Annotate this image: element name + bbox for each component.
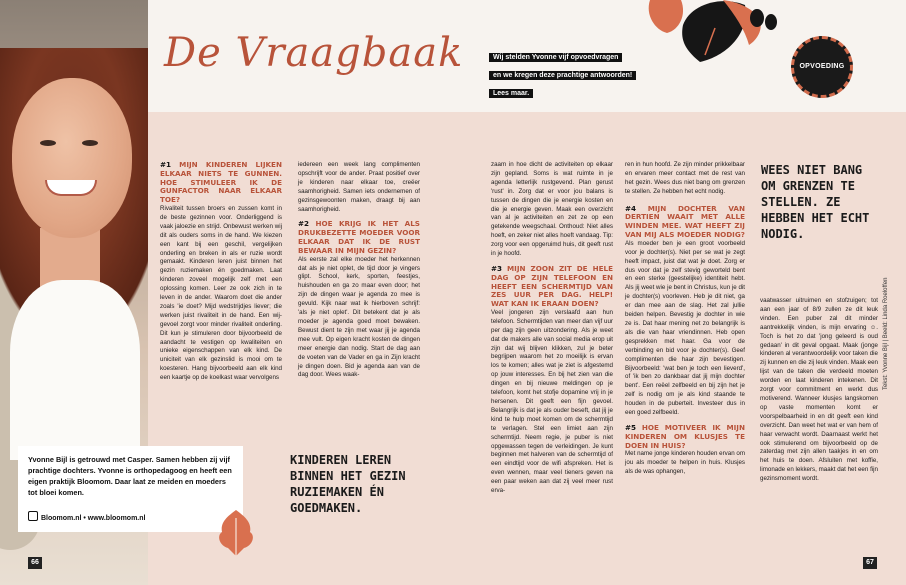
- answer-1-part-2: iedereen een week lang complimenten opschrijft voor de ander. Praat positief over je kinderen naar elkaar toe, creëer saamhorigheid. Samen iets ondernemen of gezinsgewoonten maken, draagt bij aan saamhorigheid.: [298, 161, 420, 213]
- answer-2-part-1: Als eerste zal elke moeder het herkennen dat als je niet oplet, de tijd door je vingers glipt. School, kerk, sporten, feestjes, huishouden en ga zo maar even door; het zijn de dingen waar je agenda zo mee is gevuld. Kijk naar wat ik hierboven schrijf: 'als je niet oplet'. Dit betekent dat je als moeder je agenda goed moet bewaken. Bewust dient te zijn met waar jij je agenda mee vult. Op eigen kracht kosten de dingen meer energie dan nodig. Start de dag aan de voeten van de Vader en ga in Zijn kracht je dingen doen. Bid je agenda aan van de dag door. Wees waak-: [298, 255, 420, 379]
- bio-text: Yvonne Bijl is getrouwd met Casper. Samen hebben zij vijf prachtige dochters. Yvonne is orthopedagoog en heeft een eigen praktijk Bloomom. Daar laat ze meiden en moeders tot bloei komen.: [28, 455, 232, 497]
- text-column-5: [760, 297, 878, 484]
- intro-text: Wij stelden Yvonne vijf opvoedvragen en we kregen deze prachtige antwoorden! Lees maar.: [489, 46, 639, 100]
- answer-5-part-2: vaatwasser uitruimen en stofzuigen; tot aan een jaar of 8/9 zullen ze dit leuk vinden. Een puber zal dit minder aantrekkelijk vinden, is mijn ervaring ☺. Toch is het zo dat 'jong geleerd is oud gedaan' in dit geval opgaat. Maak (jonge kinderen al verantwoordelijk voor taken die zij kunnen en die zij leuk vinden. Maak een lijst van de taken die verdeeld moeten worden en laat kinderen intekenen. Dit zorgt voor commitment en werkt dus motiverend. Wanneer klusjes langskomen op vaste momenten komt er voorspelbaarheid in en dit geeft een kind overzicht. Dan weet het wat er van hem of haar verwacht wordt. Daarnaast werkt het ook stimulerend om bijvoorbeeld op de zaterdag met zijn allen taakjes in en om het huis te doen. Afsluiten met koffie, limonade en lekkers, maakt dat het een fijn gezinsmoment wordt.: [760, 297, 878, 483]
- page-number-left: 66: [28, 557, 42, 569]
- question-3: #3 MIJN ZOON ZIT DE HELE DAG OP ZIJN TELEFOON EN HEEFT EEN SCHERMTIJD VAN ZES UUR PER DAG. HELP! WAT KAN IK ERAAN DOEN?: [491, 263, 613, 309]
- question-4: #4 MIJN DOCHTER VAN DERTIEN WAAIT MET ALLE WINDEN MEE. WAT HEEFT ZIJ VAN MIJ ALS MOEDER NODIG?: [625, 203, 745, 240]
- bio-links[interactable]: Bloomom.nl • www.bloomom.nl: [28, 511, 145, 524]
- text-column-3: [491, 161, 613, 496]
- pullquote-left: KINDEREN LEREN BINNEN HET GEZIN RUZIEMAKEN ÉN GOEDMAKEN.: [290, 453, 406, 515]
- oak-leaf-icon: [214, 508, 258, 558]
- bio-box: [18, 446, 243, 532]
- answer-5-part-1: Met name jonge kinderen houden ervan om jou als moeder te helpen in huis. Klusjes als de was ophangen,: [625, 450, 745, 476]
- pullquote-right: WEES NIET BANG OM GRENZEN TE STELLEN. ZE HEBBEN HET ECHT NODIG.: [761, 163, 870, 241]
- question-2: #2 HOE KRIJG IK HET ALS DRUKBEZETTE MOEDER VOOR ELKAAR DAT IK DE RUST BEWAAR IN MIJN GEZIN?: [298, 219, 420, 255]
- instagram-icon: [28, 511, 38, 521]
- answer-4: Als moeder ben je een groot voorbeeld voor je dochter(s). Niet per se wat je zegt heeft impact, juist dat wat je doet. Zorg er dus voor dat je zelf stevig geworteld bent en een sterke (geestelijke) identiteit hebt. Als jij weet wie je bent in Christus, kun je dit je dochter(s) voorleven. Heb je dit niet, ga er dan mee aan de slag. Het zal jullie beiden helpen. Bevestig je dochter in wie ze is. Dat haar mening net zo belangrijk is als die van haar vriendinnen. Heb open gesprekken met haar. Ga voor de verbinding en bid voor je dochter(s). Geef complimenten die haar zijn bevestigen. Bijvoorbeeld: 'wat ben je toch een lieverd', of 'ik ben zo dankbaar dat jij mijn dochter bent'. Een reëel zelfbeeld en bij zijn het je zelf is nodig om je als kind staande te houden in de puberteit. Investeer dus in een goed zelfbeeld.: [625, 239, 745, 417]
- text-column-2: [298, 161, 420, 380]
- oak-leaves-illustration: [645, 0, 785, 70]
- question-5: #5 HOE MOTIVEER IK MIJN KINDEREN OM KLUSJES TE DOEN IN HUIS?: [625, 422, 745, 450]
- category-badge: OPVOEDING: [791, 36, 853, 98]
- text-column-1: [160, 161, 282, 383]
- answer-2-part-2: zaam in hoe dicht de activiteiten op elkaar zijn gepland. Soms is wat ruimte in je agenda letterlijk rustgevend. Plan gerust 'rust' in. Zorg dat er voor jou balans is tussen de dingen die je energie kosten en die je energie geven. Maak een overzicht van al je activiteiten en zet ze op een getekende weegschaal. Onthoud: Niet alles hoeft, en zeker niet alles hoeft vandaag. Tip: zorg voor een opgeruimd huis, dit geeft rust in je hoofd.: [491, 161, 613, 258]
- photo-credit: Tekst: Yvonne Bijl | Beeld: Linda Roeloffen: [883, 277, 889, 390]
- answer-1-part-1: Rivaliteit tussen broers en zussen komt in de beste gezinnen voor. Onderliggend is vaak jaloezie en strijd. Onbewust werken wij dit als ouders soms in de hand. We kiezen een kant bij een geschil, vergelijken onderling en breken in als er ruzie wordt gemaakt. Kinderen leren juist binnen het gezin ruziemaken én goedmaken. Laat kinderen zoveel mogelijk zelf met een oplossing komen. Leer ze ook zich in te leven in de ander. Waarom doet die ander zoals 'ie doet? Mijd wedstrijdjes liever; die werken juist rivaliteit in de hand. Een wij-gevoel zorgt voor minder rivaliteit onderling. Dit kun je stimuleren door bijvoorbeeld de aandacht te vestigen op kwaliteiten en unieke eigenschappen van elk kind. De uniciteit van elk gezinslid is mooi om te koesteren. Hang bijvoorbeeld aan elk kind een kaartje op de koelkast waar vervolgens: [160, 204, 282, 382]
- page-title: De Vraagbaak: [164, 30, 464, 76]
- answer-3-part-1: Veel jongeren zijn verslaafd aan hun telefoon. Schermtijden van meer dan vijf uur per dag zijn geen uitzondering. Als je weet dat de makers alle van social media erop uit zijn dat wij blijven klikken, zul je beter begrijpen waarom het zo moeilijk is ervan los te komen; alles wat je ziet is afgestemd op jouw interesses. En bij het zien van die dingen en bij nieuwe meldingen op je telefoon, komt het stofje dopamine vrij in je hersenen. Dit geeft een fijn gevoel. Belangrijk is dat je als ouder beseft, dat jij je kind te hulp moet komen om de schermtijd te verlagen. Stel een limiet aan zijn schermtijd. Neem regie, je puber is niet opgewassen tegen de verleidingen. Je kunt beginnen met halveren van de schermtijd of een eindtijd voor de wifi afspreken. Het is even wennen, maar veel tieners geven na een paar weken aan dat zij veel meer rust erva-: [491, 308, 613, 495]
- page-number-right: 67: [863, 557, 877, 569]
- question-1: #1 MIJN KINDEREN LIJKEN ELKAAR NIETS TE GUNNEN. HOE STIMULEER IK DE GUNFACTOR NAAR ELKAAR TOE?: [160, 160, 282, 205]
- answer-3-part-2: ren in hun hoofd. Ze zijn minder prikkelbaar en ervaren meer contact met de rest van het gezin. Wees dus niet bang om grenzen te stellen. Ze hebben het echt nodig.: [625, 161, 745, 195]
- text-column-4: [625, 161, 745, 477]
